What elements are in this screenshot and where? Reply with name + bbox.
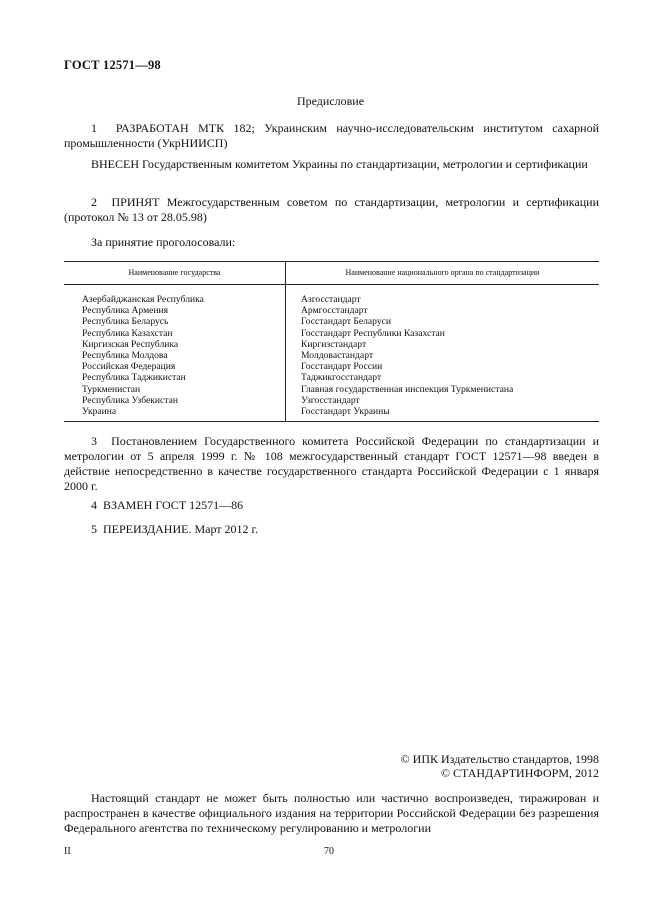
item-lead: ПЕРЕИЗДАНИЕ. bbox=[103, 522, 192, 536]
state-cell: Республика Молдова bbox=[82, 350, 168, 362]
item-text: МТК 182; Украинским научно-исследовательским институтом сахарной промышленности (УкрНИИСП) bbox=[64, 121, 600, 150]
item-text: ГОСТ 12571—86 bbox=[155, 498, 244, 512]
state-cell: Республика Узбекистан bbox=[82, 394, 179, 406]
item-3 bbox=[64, 434, 599, 494]
table-row bbox=[64, 361, 599, 372]
page-number: 70 bbox=[324, 846, 334, 857]
state-cell: Российская Федерация bbox=[82, 361, 176, 373]
item-2 bbox=[64, 195, 599, 225]
item-1 bbox=[64, 121, 599, 151]
table-row bbox=[64, 316, 599, 327]
copyright bbox=[401, 752, 599, 780]
voting-intro: За принятие проголосовали: bbox=[91, 235, 236, 249]
state-cell: Азербайджанская Республика bbox=[82, 294, 204, 305]
notice-text: Настоящий стандарт не может быть полностью или частично воспроизведен, тиражирован и распространен в качестве официального издания на территории Российской Федерации без разрешения Федерального агентства по техническому регулированию и метрологии bbox=[64, 791, 599, 835]
table-row bbox=[64, 406, 599, 422]
body-cell: Госстандарт Республики Казахстан bbox=[286, 328, 600, 339]
table-row bbox=[64, 294, 599, 305]
item-lead: ВНЕСЕН bbox=[91, 157, 139, 171]
table-row bbox=[64, 328, 599, 339]
item-text: Постановлением Государственного комитета Российской Федерации по стандартизации и метрологии от 5 апреля 1999 г. № 108 межгосударственный стандарт ГОСТ 12571—98 введен в действие непосредственно в качестве государственного стандарта Российской Федерации с 1 января 2000 г. bbox=[64, 434, 600, 493]
item-number: 2 bbox=[91, 195, 97, 209]
page-title: Предисловие bbox=[296, 94, 365, 108]
state-cell: Республика Беларусь bbox=[82, 316, 169, 328]
body-cell: Азгосстандарт bbox=[286, 294, 600, 305]
body-cell: Армгосстандарт bbox=[286, 305, 600, 316]
item-text: Государственным комитетом Украины по стандартизации, метрологии и сертификации bbox=[142, 157, 588, 171]
state-cell: Туркменистан bbox=[82, 383, 141, 395]
body-cell: Главная государственная инспекция Туркменистана bbox=[286, 384, 600, 395]
item-text: Межгосударственным советом по стандартизации, метрологии и сертификации (протокол № 13 от 28.05.98) bbox=[64, 195, 600, 224]
table-row bbox=[64, 395, 599, 406]
item-5 bbox=[64, 522, 599, 537]
standard-code: ГОСТ 12571—98 bbox=[64, 58, 161, 72]
item-text: Март 2012 г. bbox=[194, 522, 259, 536]
column-header-body: Наименование национального органа по стандартизации bbox=[286, 262, 600, 285]
item-introduced bbox=[64, 157, 599, 172]
item-number: 1 bbox=[91, 121, 97, 135]
item-lead: ВЗАМЕН bbox=[103, 498, 153, 512]
page-roman: II bbox=[64, 846, 71, 857]
state-cell: Киргизская Республика bbox=[82, 338, 179, 350]
body-cell: Госстандарт Украины bbox=[286, 406, 600, 422]
item-number: 4 bbox=[91, 498, 97, 512]
table-row bbox=[64, 339, 599, 350]
column-header-state: Наименование государства bbox=[64, 262, 286, 285]
body-cell: Госстандарт Беларуси bbox=[286, 316, 600, 327]
reproduction-notice bbox=[64, 791, 599, 836]
state-cell: Республика Армения bbox=[82, 305, 169, 317]
item-number: 3 bbox=[91, 434, 97, 448]
voting-table bbox=[64, 261, 599, 422]
table-row bbox=[64, 384, 599, 395]
item-lead: ПРИНЯТ bbox=[111, 195, 160, 209]
table-row bbox=[64, 350, 599, 361]
item-number: 5 bbox=[91, 522, 97, 536]
state-cell: Украина bbox=[64, 406, 286, 422]
body-cell: Узгосстандарт bbox=[286, 395, 600, 406]
body-cell: Молдовастандарт bbox=[286, 350, 600, 361]
item-4 bbox=[64, 498, 599, 513]
table-header bbox=[64, 262, 599, 285]
body-cell: Таджикгосстандарт bbox=[286, 372, 600, 383]
body-cell: Киргизстандарт bbox=[286, 339, 600, 350]
table-row bbox=[64, 305, 599, 316]
body-cell: Госстандарт России bbox=[286, 361, 600, 372]
state-cell: Республика Таджикистан bbox=[82, 372, 186, 384]
copyright-line: © СТАНДАРТИНФОРМ, 2012 bbox=[440, 766, 599, 780]
item-lead: РАЗРАБОТАН bbox=[115, 121, 189, 135]
state-cell: Республика Казахстан bbox=[82, 327, 173, 339]
table-row bbox=[64, 372, 599, 383]
copyright-line: © ИПК Издательство стандартов, 1998 bbox=[400, 752, 599, 766]
